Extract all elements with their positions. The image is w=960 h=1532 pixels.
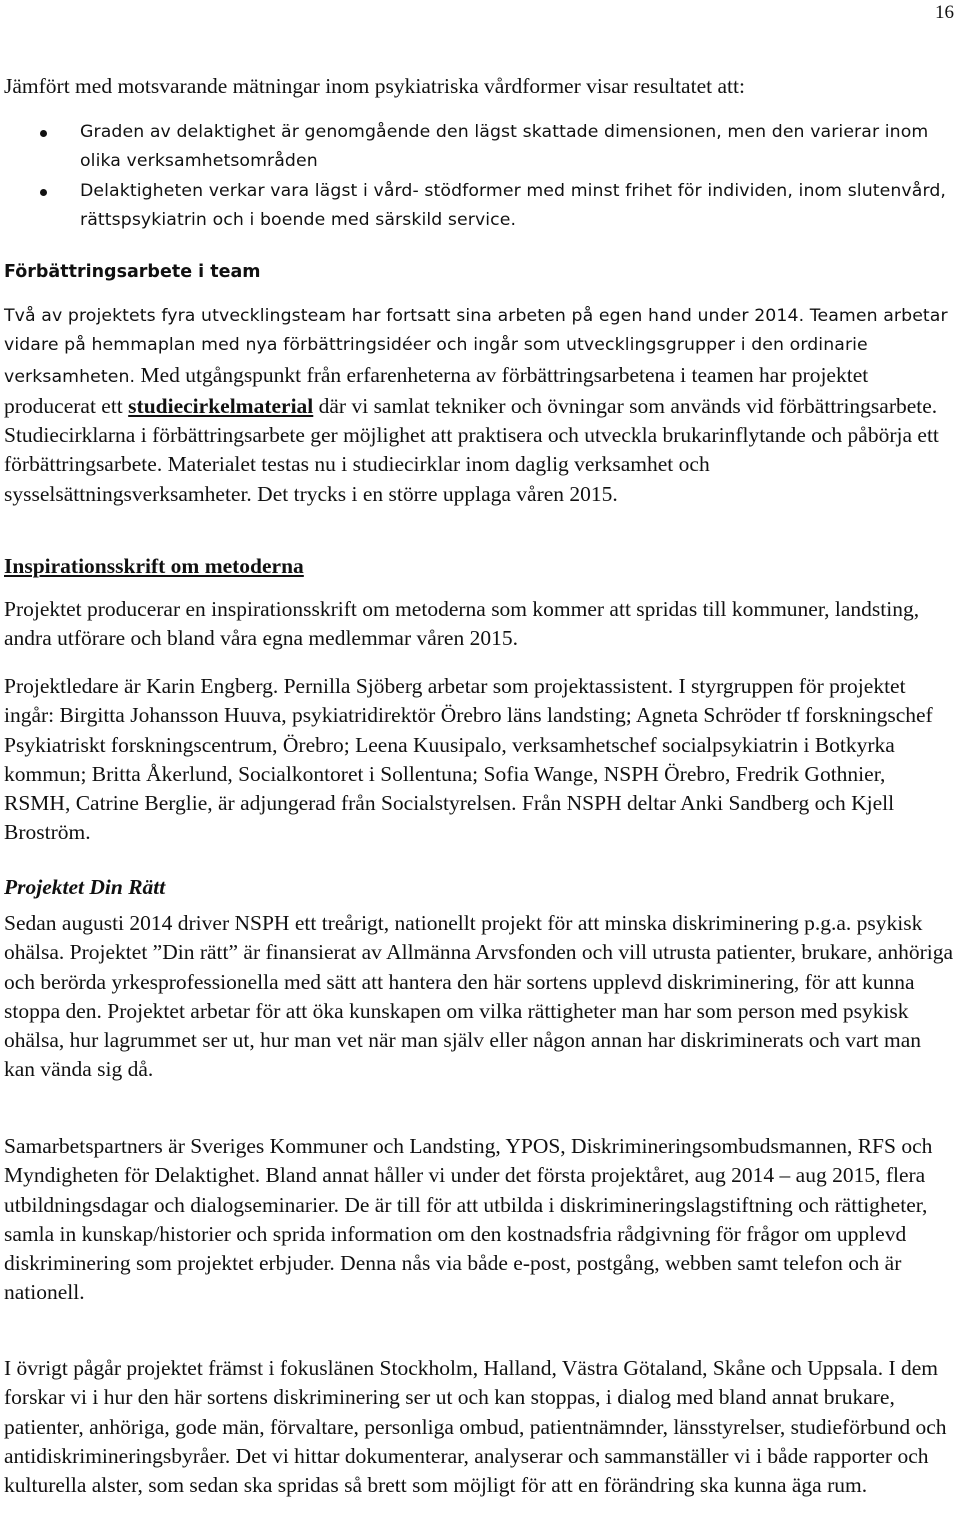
- inspiration-paragraph: Projektet producerar en inspirationsskrift om metoderna som kommer att spridas till kommuner, landsting, andra utförare och bland våra egna medlemmar våren 2015.: [4, 597, 920, 651]
- results-bullet-list: [4, 118, 954, 235]
- din-ratt-paragraph-1: Sedan augusti 2014 driver NSPH ett treårigt, nationellt projekt för att minska diskriminering p.g.a. psykisk ohälsa. Projektet ”Din rätt” är finansierat av Allmänna Arvsfonden och vill utrusta patienter, brukare, anhöriga och berörda yrkesprofessionella med sätt att hantera den här sortens upplevd diskriminering, för att kunna stoppa den. Projektet arbetar för att öka kunskapen om vilka rättigheter man har som person med psykisk ohälsa, hur lagrummet ser ut, hur man vet när man själv eller någon annan har diskriminerats och vart man kan vända sig då.: [4, 911, 954, 1082]
- list-item: [4, 177, 954, 236]
- project-staff-paragraph: Projektledare är Karin Engberg. Pernilla Sjöberg arbetar som projektassistent. I styrgruppen för projektet ingår: Birgitta Johansson Huuva, psykiatridirektör Örebro läns landsting; Agneta Schröder tf forskningschef Psykiatriskt forskningscentrum, Örebro; Leena Kuusipalo, verksamhetschef socialpsykiatrin i Botkyrka kommun; Britta Åkerlund, Socialkontoret i Sollentuna; Sofia Wange, NSPH Örebro, Fredrik Gothnier, RSMH, Catrine Berglie, är adjungerad från Socialstyrelsen. Från NSPH deltar Anki Sandberg och Kjell Broström.: [4, 674, 933, 845]
- team-paragraph: [4, 302, 954, 509]
- list-item: [4, 118, 954, 177]
- team-paragraph-serif-text-b: där vi samlat tekniker och övningar som används vid förbättringsarbete. Studiecirklarna i förbättringsarbete ger möjlighet att praktisera och utveckla brukarinflytande och påbörja ett förbättringsarbete. Materialet testas nu i studiecirklar inom daglig verksamhet och sysselsättningsverksamheter. Det trycks i en större upplaga våren 2015.: [4, 393, 939, 506]
- bullet-text: Graden av delaktighet är genomgående den lägst skattade dimensionen, men den varierar inom olika verksamhetsområden: [80, 122, 929, 172]
- din-ratt-paragraph-3: I övrigt pågår projektet främst i fokuslänen Stockholm, Halland, Västra Götaland, Skåne och Uppsala. I dem forskar vi i hur den här sortens diskriminering ser ut och kan stoppas, i dialog med bland annat brukare, patienter, anhöriga, gode män, förvaltare, personliga ombud, patientnämnder, länsstyrelser, studieförbund och antidiskrimineringsbyråer. Det vi hittar dokumenterar, analyserar och sammanställer vi i både rapporter och kulturella alster, som sedan ska spridas så brett som möjligt för att en förändring ska kunna äga rum.: [4, 1356, 947, 1498]
- intro-paragraph: Jämfört med motsvarande mätningar inom psykiatriska vårdformer visar resultatet att:: [4, 74, 745, 98]
- section-heading-inspiration: Inspirationsskrift om metoderna: [4, 554, 304, 578]
- bullet-icon: [40, 130, 47, 137]
- section-heading-team: Förbättringsarbete i team: [4, 262, 261, 282]
- team-paragraph-serif-text-a: Med utgångspunkt från erfarenheterna av förbättringsarbetena i teamen har projektet producerat ett: [4, 362, 869, 418]
- bullet-icon: [40, 189, 47, 196]
- document-page: [4, 0, 954, 1532]
- team-paragraph-sans-text: Två av projektets fyra utvecklingsteam har fortsatt sina arbeten på egen hand under 2014. Teamen arbetar vidare på hemmaplan med nya förbättringsidéer och ingår som utvecklingsgrupper i den ordinarie verksamheten.: [4, 306, 948, 387]
- page-number: 16: [935, 2, 954, 23]
- section-heading-din-ratt: Projektet Din Rätt: [4, 875, 166, 899]
- bullet-text: Delaktigheten verkar vara lägst i vård- stödformer med minst frihet för individen, inom slutenvård, rättspsykiatrin och i boende med särskild service.: [80, 180, 947, 230]
- studiecirkelmaterial-link[interactable]: studiecirkelmaterial: [128, 393, 314, 418]
- din-ratt-paragraph-2: Samarbetspartners är Sveriges Kommuner och Landsting, YPOS, Diskrimineringsombudsmannen, RFS och Myndigheten för Delaktighet. Bland annat håller vi under det första projektåret, aug 2014 – aug 2015, flera utbildningsdagar och dialogseminarier. De är till för att utbilda i diskrimineringslagstiftning och rättigheter, samla in kunskap/historier och sprida information om den kostnadsfria rådgivning för frågor om upplevd diskriminering som projektet erbjuder. Denna nås via både e-post, postgång, webben samt telefon och är nationell.: [4, 1134, 933, 1305]
